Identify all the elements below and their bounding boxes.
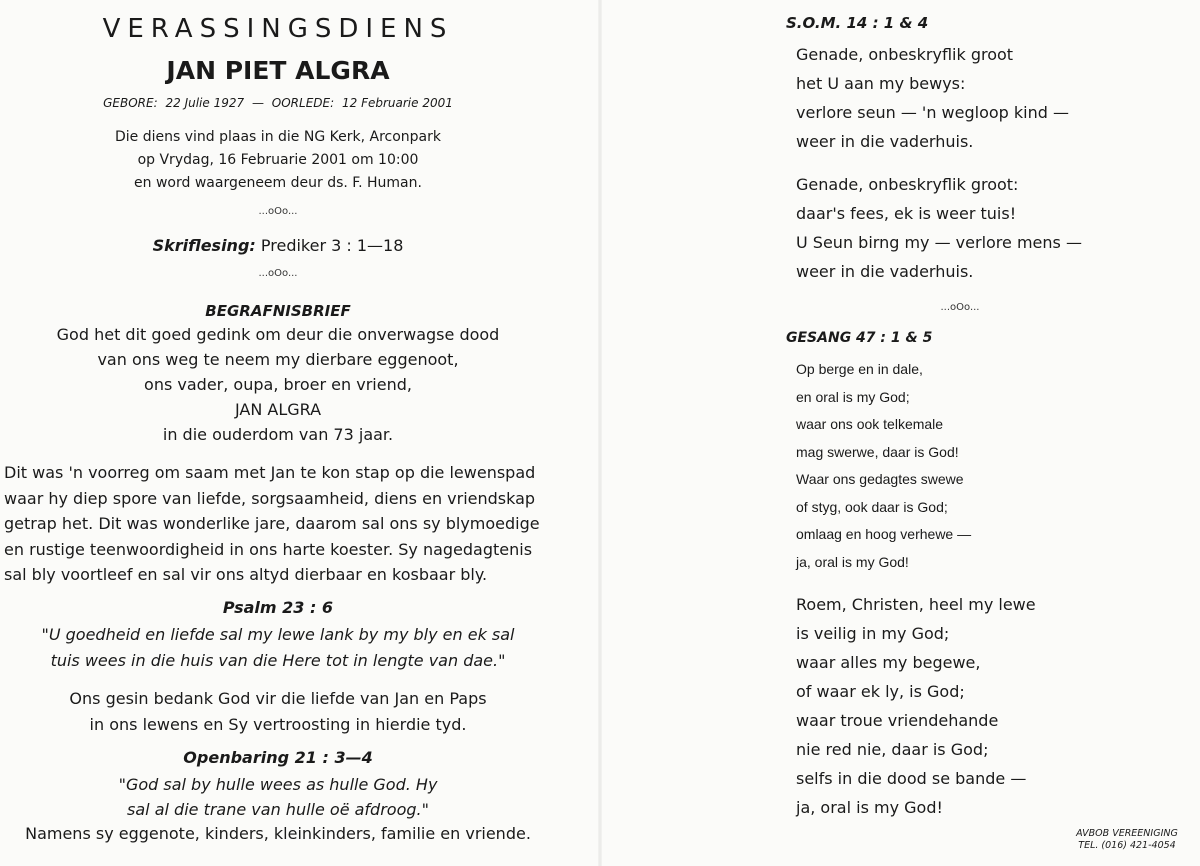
verse-line: waar troue vriendehande <box>796 711 999 730</box>
page-title: VERASSINGSDIENS <box>102 14 454 44</box>
verse-line: U Seun birng my — verlore mens — <box>796 233 1082 252</box>
verse-line: verlore seun — 'n wegloop kind — <box>796 103 1069 122</box>
letter-heading: BEGRAFNISBRIEF <box>205 302 351 320</box>
verse-line: mag swerwe, daar is God! <box>796 443 959 460</box>
psalm-line: "U goedheid en liefde sal my lewe lank by my bly en ek sal <box>41 625 515 644</box>
scripture-reading <box>0 236 556 255</box>
reading-label: Skriflesing: <box>152 236 256 255</box>
verse-line: het U aan my bewys: <box>796 74 966 93</box>
letter-line: in die ouderdom van 73 jaar. <box>162 425 394 444</box>
som-heading: S.O.M. 14 : 1 & 4 <box>786 14 929 32</box>
psalm-quote <box>0 622 556 674</box>
footer-org: AVBOB VEREENIGING <box>1076 828 1178 839</box>
service-line: op Vrydag, 16 Februarie 2001 om 10:00 <box>137 152 419 168</box>
paragraph-line: sal bly voortleef en sal vir ons altyd dierbaar en kosbaar bly. <box>4 565 488 584</box>
verse-line: waar alles my begewe, <box>796 653 981 672</box>
verse-line: ja, oral is my God! <box>796 553 909 570</box>
paragraph-line: en rustige teenwoordigheid in ons harte koester. Sy nagedagtenis <box>4 539 533 559</box>
life-dates <box>0 96 556 110</box>
letter-line: van ons weg te neem my dierbare eggenoot, <box>97 350 459 369</box>
signed-from: Namens sy eggenote, kinders, kleinkinders, familie en vriende. <box>25 824 531 843</box>
verse-line: Genade, onbeskryflik groot: <box>796 175 1019 194</box>
service-line: en word waargeneem deur ds. F. Human. <box>134 175 422 191</box>
revelation-line: "God sal by hulle wees as hulle God. Hy <box>118 775 438 794</box>
reading-reference: Prediker 3 : 1—18 <box>260 236 404 255</box>
verse-line: daar's fees, ek is weer tuis! <box>796 204 1017 223</box>
paragraph-line: getrap het. Dit was wonderlike jare, daarom sal ons sy blymoedige <box>4 514 540 533</box>
psalm-heading: Psalm 23 : 6 <box>222 598 334 617</box>
letter-line: ons vader, oupa, broer en vriend, <box>144 375 412 394</box>
gesang-verse-1 <box>796 356 971 576</box>
revelation-line: sal al die trane van hulle oë afdroog." <box>127 800 429 819</box>
thanks-line: in ons lewens en Sy vertroosting in hierdie tyd. <box>89 715 467 734</box>
right-page <box>600 0 1200 866</box>
verse-line: is veilig in my God; <box>796 624 950 643</box>
revelation-heading: Openbaring 21 : 3—4 <box>183 748 373 767</box>
verse-line: of waar ek ly, is God; <box>796 682 965 701</box>
verse-line: selfs in die dood se bande — <box>796 769 1027 788</box>
verse-line: ja, oral is my God! <box>796 798 943 817</box>
verse-line: waar ons ook telkemale <box>796 416 944 432</box>
psalm-line: tuis wees in die huis van die Here tot in lengte van dae." <box>50 651 506 670</box>
verse-line: Genade, onbeskryflik groot <box>796 45 1014 64</box>
footer-credit <box>1062 828 1192 852</box>
gesang-heading: GESANG 47 : 1 & 5 <box>786 330 933 346</box>
verse-line: Waar ons gedagtes swewe <box>796 471 964 487</box>
paragraph-line: Dit was 'n voorreg om saam met Jan te kon stap op die lewenspad <box>4 463 536 482</box>
verse-line: weer in die vaderhuis. <box>796 132 974 151</box>
service-details <box>0 126 556 195</box>
died-label: OORLEDE: <box>271 96 335 110</box>
verse-line: nie red nie, daar is God; <box>796 740 989 759</box>
verse-line: Roem, Christen, heel my lewe <box>796 595 1036 614</box>
letter-line: JAN ALGRA <box>234 400 322 419</box>
verse-line: weer in die vaderhuis. <box>796 262 974 281</box>
tribute-paragraph <box>4 460 564 588</box>
thanks-line: Ons gesin bedank God vir die liefde van Jan en Paps <box>69 689 487 708</box>
footer-tel: TEL. (016) 421-4054 <box>1078 840 1176 851</box>
verse-line: en oral is my God; <box>796 388 910 405</box>
born-date: 22 Julie 1927 <box>165 96 245 110</box>
paragraph-line: waar hy diep spore van liefde, sorgsaamheid, diens en vriendskap <box>4 488 536 508</box>
revelation-quote <box>0 772 556 822</box>
separator: ...oOo... <box>258 206 298 217</box>
born-label: GEBORE: <box>103 96 158 110</box>
separator: ...oOo... <box>258 268 298 279</box>
funeral-letter <box>0 322 556 447</box>
date-dash: — <box>251 96 264 110</box>
letter-line: God het dit goed gedink om deur die onverwagse dood <box>56 325 500 344</box>
service-line: Die diens vind plaas in die NG Kerk, Arconpark <box>115 129 441 145</box>
gesang-verse-2 <box>796 590 1036 822</box>
died-date: 12 Februarie 2001 <box>341 96 453 110</box>
separator: ...oOo... <box>940 302 980 313</box>
verse-line: Op berge en in dale, <box>796 361 923 377</box>
family-thanks <box>0 686 556 738</box>
deceased-name: JAN PIET ALGRA <box>166 56 390 85</box>
verse-line: omlaag en hoog verhewe — <box>796 526 972 542</box>
som-verse-2 <box>796 170 1082 286</box>
verse-line: of styg, ook daar is God; <box>796 498 948 515</box>
som-verse-1 <box>796 40 1069 156</box>
